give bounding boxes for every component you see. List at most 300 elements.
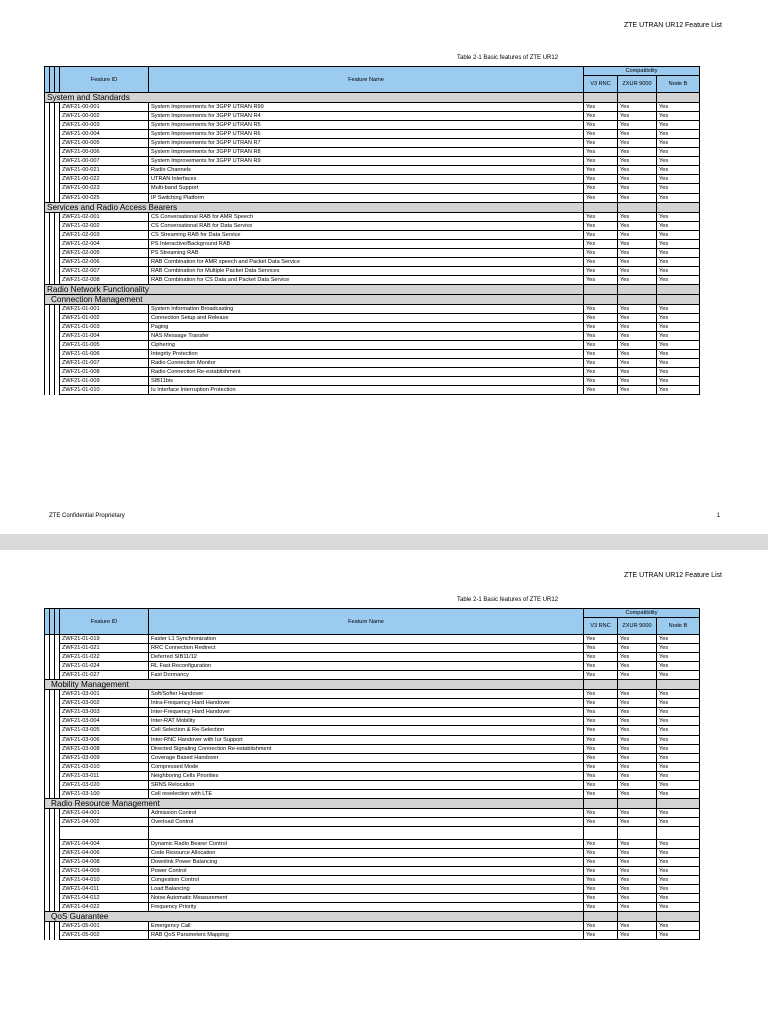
feature-name: Deferred SIB11/12 xyxy=(149,653,584,662)
node-b-value: Yes xyxy=(657,753,700,762)
node-b-value: Yes xyxy=(657,139,700,148)
v3-rnc-value: Yes xyxy=(584,112,618,121)
section-empty-cell xyxy=(657,680,700,690)
table-row xyxy=(45,341,700,350)
zxur-9000-value: Yes xyxy=(618,717,657,726)
node-b-value: Yes xyxy=(657,789,700,798)
section-empty-cell xyxy=(618,912,657,922)
header-feature-name: Feature Name xyxy=(149,67,584,93)
section-label: System and Standards xyxy=(47,93,130,103)
feature-id: ZWF21-03-006 xyxy=(60,735,149,744)
feature-name: Iu Interface Interruption Protection xyxy=(149,386,584,395)
node-b-value: Yes xyxy=(657,885,700,894)
feature-id: ZWF21-02-003 xyxy=(60,230,149,239)
feature-name: Neighboring Cells Priorities xyxy=(149,771,584,780)
feature-name: Cell Selection & Re-Selection xyxy=(149,726,584,735)
v3-rnc-value: Yes xyxy=(584,377,618,386)
empty-cell xyxy=(60,826,149,839)
node-b-value: Yes xyxy=(657,175,700,184)
section-empty-cell xyxy=(584,680,618,690)
feature-name: RAB Combination for AMR speech and Packet Data Service xyxy=(149,257,584,266)
table-row xyxy=(45,762,700,771)
node-b-value: Yes xyxy=(657,876,700,885)
table-row xyxy=(45,817,700,826)
feature-name: Intra-Frequency Hard Handover xyxy=(149,699,584,708)
zxur-9000-value: Yes xyxy=(618,780,657,789)
v3-rnc-value: Yes xyxy=(584,386,618,395)
table-row xyxy=(45,368,700,377)
feature-name: CS Conversational RAB for Data Service xyxy=(149,221,584,230)
feature-name: Soft/Softer Handover xyxy=(149,690,584,699)
section-row xyxy=(45,202,700,212)
empty-cell xyxy=(149,826,584,839)
feature-id: ZWF21-01-010 xyxy=(60,386,149,395)
v3-rnc-value: Yes xyxy=(584,368,618,377)
feature-id: ZWF21-01-002 xyxy=(60,313,149,322)
node-b-value: Yes xyxy=(657,744,700,753)
v3-rnc-value: Yes xyxy=(584,148,618,157)
feature-name: System Improvements for 3GPP UTRAN R7 xyxy=(149,139,584,148)
zxur-9000-value: Yes xyxy=(618,635,657,644)
table-row xyxy=(45,212,700,221)
zxur-9000-value: Yes xyxy=(618,885,657,894)
feature-id: ZWF21-01-006 xyxy=(60,350,149,359)
table-row xyxy=(45,708,700,717)
feature-name: Overload Control xyxy=(149,817,584,826)
feature-id: ZWF21-03-002 xyxy=(60,699,149,708)
node-b-value: Yes xyxy=(657,708,700,717)
node-b-value: Yes xyxy=(657,304,700,313)
header-node-b: Node B xyxy=(657,618,700,635)
feature-id: ZWF21-04-022 xyxy=(60,903,149,912)
section-label: Mobility Management xyxy=(51,680,129,690)
header-v3-rnc: V3 RNC xyxy=(584,76,618,93)
zxur-9000-value: Yes xyxy=(618,903,657,912)
feature-id: ZWF21-00-021 xyxy=(60,166,149,175)
v3-rnc-value: Yes xyxy=(584,332,618,341)
table-row xyxy=(45,386,700,395)
table-row xyxy=(45,313,700,322)
node-b-value: Yes xyxy=(657,332,700,341)
feature-name: Radio Channels xyxy=(149,166,584,175)
feature-name: Coverage Based Handover xyxy=(149,753,584,762)
v3-rnc-value: Yes xyxy=(584,184,618,193)
v3-rnc-value: Yes xyxy=(584,193,618,202)
feature-id: ZWF21-03-001 xyxy=(60,690,149,699)
zxur-9000-value: Yes xyxy=(618,166,657,175)
v3-rnc-value: Yes xyxy=(584,239,618,248)
feature-id: ZWF21-01-009 xyxy=(60,377,149,386)
zxur-9000-value: Yes xyxy=(618,332,657,341)
feature-name: IP Switching Platform xyxy=(149,193,584,202)
feature-id: ZWF21-02-005 xyxy=(60,248,149,257)
feature-id: ZWF21-04-009 xyxy=(60,867,149,876)
feature-id: ZWF21-01-005 xyxy=(60,341,149,350)
node-b-value: Yes xyxy=(657,848,700,857)
v3-rnc-value: Yes xyxy=(584,780,618,789)
feature-name: Integrity Protection xyxy=(149,350,584,359)
node-b-value: Yes xyxy=(657,931,700,940)
section-empty-cell xyxy=(584,912,618,922)
feature-id: ZWF21-03-008 xyxy=(60,744,149,753)
zxur-9000-value: Yes xyxy=(618,858,657,867)
table-row xyxy=(45,139,700,148)
feature-id: ZWF21-01-004 xyxy=(60,332,149,341)
document-header: ZTE UTRAN UR12 Feature List xyxy=(623,572,722,579)
node-b-value: Yes xyxy=(657,817,700,826)
feature-id: ZWF21-01-022 xyxy=(60,653,149,662)
feature-id: ZWF21-04-012 xyxy=(60,894,149,903)
v3-rnc-value: Yes xyxy=(584,894,618,903)
table-row xyxy=(45,780,700,789)
v3-rnc-value: Yes xyxy=(584,221,618,230)
feature-id: ZWF21-03-003 xyxy=(60,708,149,717)
feature-name: Ciphering xyxy=(149,341,584,350)
feature-id: ZWF21-05-002 xyxy=(60,931,149,940)
node-b-value: Yes xyxy=(657,894,700,903)
feature-id: ZWF21-03-009 xyxy=(60,753,149,762)
v3-rnc-value: Yes xyxy=(584,931,618,940)
v3-rnc-value: Yes xyxy=(584,275,618,284)
table-row xyxy=(45,130,700,139)
table-row xyxy=(45,257,700,266)
feature-name: Fast Dormancy xyxy=(149,671,584,680)
zxur-9000-value: Yes xyxy=(618,839,657,848)
zxur-9000-value: Yes xyxy=(618,193,657,202)
section-empty-cell xyxy=(618,294,657,304)
table-row xyxy=(45,894,700,903)
section-empty-cell xyxy=(584,284,618,294)
v3-rnc-value: Yes xyxy=(584,708,618,717)
node-b-value: Yes xyxy=(657,130,700,139)
section-label: Connection Management xyxy=(51,294,143,304)
feature-name: Inter-RAT Mobility xyxy=(149,717,584,726)
feature-id: ZWF21-02-004 xyxy=(60,239,149,248)
zxur-9000-value: Yes xyxy=(618,762,657,771)
feature-name: Radio Connection Monitor xyxy=(149,359,584,368)
zxur-9000-value: Yes xyxy=(618,771,657,780)
table-row xyxy=(45,157,700,166)
v3-rnc-value: Yes xyxy=(584,130,618,139)
v3-rnc-value: Yes xyxy=(584,157,618,166)
table-row xyxy=(45,359,700,368)
zxur-9000-value: Yes xyxy=(618,894,657,903)
section-empty-cell xyxy=(618,202,657,212)
feature-name: System Improvements for 3GPP UTRAN R6 xyxy=(149,130,584,139)
header-feature-id: Feature ID xyxy=(60,609,149,635)
feature-name: Inter-RNC Handover with Iur Support xyxy=(149,735,584,744)
table-row xyxy=(45,166,700,175)
table-row xyxy=(45,903,700,912)
table-row xyxy=(45,885,700,894)
spacer-row xyxy=(45,826,700,839)
feature-id: ZWF21-01-007 xyxy=(60,359,149,368)
subsection-row xyxy=(45,294,700,304)
feature-id: ZWF21-01-027 xyxy=(60,671,149,680)
v3-rnc-value: Yes xyxy=(584,867,618,876)
zxur-9000-value: Yes xyxy=(618,184,657,193)
table-row xyxy=(45,744,700,753)
node-b-value: Yes xyxy=(657,867,700,876)
node-b-value: Yes xyxy=(657,644,700,653)
v3-rnc-value: Yes xyxy=(584,635,618,644)
zxur-9000-value: Yes xyxy=(618,139,657,148)
node-b-value: Yes xyxy=(657,780,700,789)
zxur-9000-value: Yes xyxy=(618,735,657,744)
table-row xyxy=(45,789,700,798)
empty-cell xyxy=(584,826,618,839)
v3-rnc-value: Yes xyxy=(584,903,618,912)
zxur-9000-value: Yes xyxy=(618,121,657,130)
zxur-9000-value: Yes xyxy=(618,212,657,221)
feature-id: ZWF21-01-003 xyxy=(60,323,149,332)
zxur-9000-value: Yes xyxy=(618,789,657,798)
feature-id: ZWF21-04-010 xyxy=(60,876,149,885)
table-row xyxy=(45,323,700,332)
page-number: 1 xyxy=(716,513,720,519)
header-feature-id: Feature ID xyxy=(60,67,149,93)
table-row xyxy=(45,735,700,744)
v3-rnc-value: Yes xyxy=(584,175,618,184)
section-label-cell xyxy=(45,284,584,294)
header-compatibility: Compatibility xyxy=(584,67,700,76)
subsection-row xyxy=(45,912,700,922)
node-b-value: Yes xyxy=(657,239,700,248)
feature-name: Downlink Power Balancing xyxy=(149,858,584,867)
node-b-value: Yes xyxy=(657,257,700,266)
subsection-row xyxy=(45,798,700,808)
node-b-value: Yes xyxy=(657,726,700,735)
feature-name: Directed Signaling Connection Re-establishment xyxy=(149,744,584,753)
table-row xyxy=(45,931,700,940)
table-row xyxy=(45,184,700,193)
v3-rnc-value: Yes xyxy=(584,848,618,857)
node-b-value: Yes xyxy=(657,166,700,175)
node-b-value: Yes xyxy=(657,653,700,662)
table-row xyxy=(45,275,700,284)
node-b-value: Yes xyxy=(657,699,700,708)
table-row xyxy=(45,653,700,662)
section-row xyxy=(45,93,700,103)
feature-name: Connection Setup and Release xyxy=(149,313,584,322)
node-b-value: Yes xyxy=(657,341,700,350)
node-b-value: Yes xyxy=(657,717,700,726)
feature-id: ZWF21-04-011 xyxy=(60,885,149,894)
table-row xyxy=(45,876,700,885)
zxur-9000-value: Yes xyxy=(618,867,657,876)
feature-name: Noise Automatic Measurement xyxy=(149,894,584,903)
zxur-9000-value: Yes xyxy=(618,175,657,184)
node-b-value: Yes xyxy=(657,193,700,202)
v3-rnc-value: Yes xyxy=(584,644,618,653)
feature-name: NAS Message Transfer xyxy=(149,332,584,341)
v3-rnc-value: Yes xyxy=(584,699,618,708)
table-row xyxy=(45,112,700,121)
zxur-9000-value: Yes xyxy=(618,350,657,359)
node-b-value: Yes xyxy=(657,858,700,867)
header-zxur-9000: ZXUR 9000 xyxy=(618,618,657,635)
table-row xyxy=(45,771,700,780)
section-empty-cell xyxy=(584,798,618,808)
zxur-9000-value: Yes xyxy=(618,112,657,121)
node-b-value: Yes xyxy=(657,221,700,230)
zxur-9000-value: Yes xyxy=(618,753,657,762)
node-b-value: Yes xyxy=(657,368,700,377)
table-row xyxy=(45,690,700,699)
node-b-value: Yes xyxy=(657,839,700,848)
zxur-9000-value: Yes xyxy=(618,848,657,857)
feature-id: ZWF21-04-004 xyxy=(60,839,149,848)
node-b-value: Yes xyxy=(657,148,700,157)
v3-rnc-value: Yes xyxy=(584,839,618,848)
section-row xyxy=(45,284,700,294)
table-row xyxy=(45,753,700,762)
v3-rnc-value: Yes xyxy=(584,789,618,798)
node-b-value: Yes xyxy=(657,112,700,121)
feature-id: ZWF21-00-022 xyxy=(60,175,149,184)
v3-rnc-value: Yes xyxy=(584,212,618,221)
node-b-value: Yes xyxy=(657,903,700,912)
section-empty-cell xyxy=(618,93,657,103)
v3-rnc-value: Yes xyxy=(584,808,618,817)
feature-id: ZWF21-00-005 xyxy=(60,139,149,148)
feature-id: ZWF21-00-001 xyxy=(60,103,149,112)
feature-id: ZWF21-04-002 xyxy=(60,817,149,826)
node-b-value: Yes xyxy=(657,121,700,130)
zxur-9000-value: Yes xyxy=(618,257,657,266)
feature-id: ZWF21-00-025 xyxy=(60,193,149,202)
feature-id: ZWF21-04-008 xyxy=(60,858,149,867)
table-row xyxy=(45,839,700,848)
feature-name: System Improvements for 3GPP UTRAN R8 xyxy=(149,148,584,157)
v3-rnc-value: Yes xyxy=(584,103,618,112)
table-caption: Table 2-1 Basic features of ZTE UR12 xyxy=(457,597,559,603)
zxur-9000-value: Yes xyxy=(618,817,657,826)
feature-id: ZWF21-00-006 xyxy=(60,148,149,157)
feature-id: ZWF21-01-001 xyxy=(60,304,149,313)
zxur-9000-value: Yes xyxy=(618,876,657,885)
zxur-9000-value: Yes xyxy=(618,726,657,735)
zxur-9000-value: Yes xyxy=(618,662,657,671)
feature-name: Dynamic Radio Bearer Control xyxy=(149,839,584,848)
document-footer: ZTE Confidential Proprietary xyxy=(49,513,125,519)
node-b-value: Yes xyxy=(657,350,700,359)
v3-rnc-value: Yes xyxy=(584,230,618,239)
section-label: Radio Resource Management xyxy=(51,798,160,808)
node-b-value: Yes xyxy=(657,275,700,284)
v3-rnc-value: Yes xyxy=(584,726,618,735)
section-empty-cell xyxy=(584,93,618,103)
v3-rnc-value: Yes xyxy=(584,257,618,266)
table-row xyxy=(45,350,700,359)
zxur-9000-value: Yes xyxy=(618,148,657,157)
zxur-9000-value: Yes xyxy=(618,922,657,931)
feature-name: System Information Broadcasting xyxy=(149,304,584,313)
v3-rnc-value: Yes xyxy=(584,744,618,753)
zxur-9000-value: Yes xyxy=(618,377,657,386)
section-empty-cell xyxy=(657,93,700,103)
section-label: QoS Guarantee xyxy=(51,912,109,922)
table-row xyxy=(45,726,700,735)
feature-name: Multi-band Support xyxy=(149,184,584,193)
header-node-b: Node B xyxy=(657,76,700,93)
table-row xyxy=(45,103,700,112)
section-empty-cell xyxy=(657,284,700,294)
zxur-9000-value: Yes xyxy=(618,130,657,139)
feature-id: ZWF21-01-021 xyxy=(60,644,149,653)
node-b-value: Yes xyxy=(657,771,700,780)
section-label-cell xyxy=(45,680,584,690)
v3-rnc-value: Yes xyxy=(584,313,618,322)
table-row xyxy=(45,121,700,130)
table-row xyxy=(45,239,700,248)
section-empty-cell xyxy=(584,294,618,304)
feature-name: Compressed Mode xyxy=(149,762,584,771)
v3-rnc-value: Yes xyxy=(584,304,618,313)
section-empty-cell xyxy=(657,202,700,212)
node-b-value: Yes xyxy=(657,808,700,817)
v3-rnc-value: Yes xyxy=(584,341,618,350)
node-b-value: Yes xyxy=(657,690,700,699)
v3-rnc-value: Yes xyxy=(584,885,618,894)
v3-rnc-value: Yes xyxy=(584,762,618,771)
header-compatibility: Compatibility xyxy=(584,609,700,618)
table-row xyxy=(45,304,700,313)
zxur-9000-value: Yes xyxy=(618,368,657,377)
section-empty-cell xyxy=(618,680,657,690)
v3-rnc-value: Yes xyxy=(584,323,618,332)
v3-rnc-value: Yes xyxy=(584,266,618,275)
v3-rnc-value: Yes xyxy=(584,717,618,726)
node-b-value: Yes xyxy=(657,184,700,193)
feature-table xyxy=(44,66,700,395)
section-label: Radio Network Functionality xyxy=(47,284,149,294)
section-label-cell xyxy=(45,912,584,922)
feature-name: RL Fast Reconfiguration xyxy=(149,662,584,671)
table-row xyxy=(45,644,700,653)
document-page-2 xyxy=(0,550,768,1024)
table-row xyxy=(45,717,700,726)
table-row xyxy=(45,808,700,817)
zxur-9000-value: Yes xyxy=(618,323,657,332)
feature-id: ZWF21-00-007 xyxy=(60,157,149,166)
zxur-9000-value: Yes xyxy=(618,931,657,940)
table-row xyxy=(45,332,700,341)
feature-name: RAB QoS Parameters Mapping xyxy=(149,931,584,940)
feature-id: ZWF21-03-020 xyxy=(60,780,149,789)
feature-name: Power Control xyxy=(149,867,584,876)
zxur-9000-value: Yes xyxy=(618,239,657,248)
v3-rnc-value: Yes xyxy=(584,858,618,867)
feature-id: ZWF21-03-005 xyxy=(60,726,149,735)
zxur-9000-value: Yes xyxy=(618,653,657,662)
v3-rnc-value: Yes xyxy=(584,922,618,931)
feature-name: Emergency Call xyxy=(149,922,584,931)
table-row xyxy=(45,377,700,386)
feature-id: ZWF21-01-008 xyxy=(60,368,149,377)
zxur-9000-value: Yes xyxy=(618,221,657,230)
zxur-9000-value: Yes xyxy=(618,313,657,322)
feature-name: System Improvements for 3GPP UTRAN R99 xyxy=(149,103,584,112)
feature-id: ZWF21-03-100 xyxy=(60,789,149,798)
table-row xyxy=(45,266,700,275)
table-row xyxy=(45,230,700,239)
table-row xyxy=(45,635,700,644)
feature-id: ZWF21-03-010 xyxy=(60,762,149,771)
zxur-9000-value: Yes xyxy=(618,699,657,708)
feature-name: RAB Combination for CS Data and Packet Data Service xyxy=(149,275,584,284)
section-empty-cell xyxy=(584,202,618,212)
